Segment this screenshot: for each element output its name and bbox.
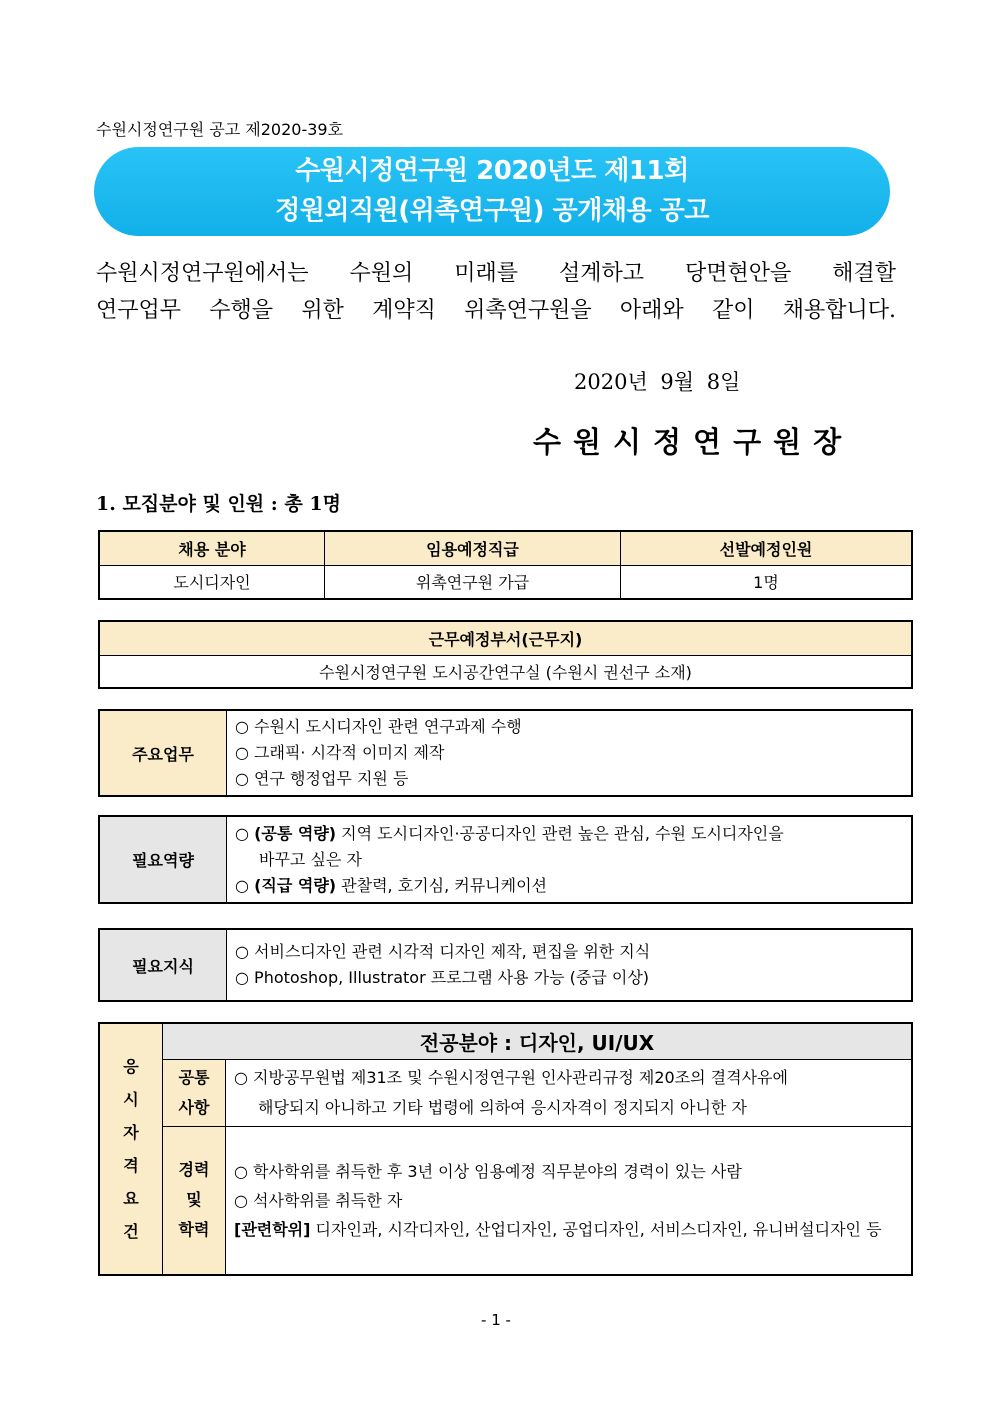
duty-item: ○ 수원시 도시디자인 관련 연구과제 수행 — [235, 717, 522, 736]
bullet: ○ — [235, 875, 249, 895]
common-text — [226, 1059, 913, 1126]
recruit-header-count: 선발예정인원 — [621, 531, 913, 565]
related-degree-text: 디자인과, 시각디자인, 산업디자인, 공업디자인, 서비스디자인, 유니버설디자인 등 — [310, 1219, 882, 1239]
title-line-1: 수원시정연구원 2020년도 제11회 — [295, 156, 689, 186]
common-line-1: ○ 지방공무원법 제31조 및 수원시정연구원 인사관리규정 제20조의 결격사유에 — [234, 1067, 788, 1087]
title-line-2: 정원외직원(위촉연구원) 공개채용 공고 — [275, 196, 709, 226]
career-text — [226, 1126, 913, 1275]
signer: 수원시정연구원장 — [533, 425, 854, 459]
intro-line-1: 수원시정연구원에서는 수원의 미래를 설계하고 당면현안을 해결할 — [96, 261, 896, 286]
requirements-side-label — [99, 1023, 163, 1275]
workplace-header: 근무예정부서(근무지) — [99, 621, 912, 655]
duty-item: ○ 연구 행정업무 지원 등 — [235, 769, 409, 788]
title-banner — [94, 147, 890, 236]
knowledge-table — [98, 928, 913, 1002]
common-label-line: 사항 — [178, 1097, 210, 1117]
side-char: 자 — [123, 1123, 139, 1142]
recruit-cell-grade: 위촉연구원 가급 — [325, 565, 621, 599]
recruit-header-field: 채용 분야 — [99, 531, 325, 565]
knowledge-item: ○ Photoshop, Illustrator 프로그램 사용 가능 (중급 이상) — [235, 968, 650, 987]
notice-number: 수원시정연구원 공고 제2020-39호 — [96, 120, 344, 139]
knowledge-label: 필요지식 — [99, 929, 227, 1001]
common-label-line: 공통 — [178, 1067, 210, 1087]
side-char: 응 — [123, 1057, 139, 1076]
side-char: 요 — [123, 1189, 139, 1208]
major-header: 전공분야 : 디자인, UI/UX — [163, 1023, 913, 1059]
common-line-2: 해당되지 아니하고 기타 법령에 의하여 응시자격이 정지되지 아니한 자 — [258, 1097, 747, 1117]
competency-list — [227, 816, 913, 903]
related-degree — [234, 1215, 903, 1244]
side-char: 시 — [123, 1090, 139, 1109]
side-char: 격 — [123, 1156, 139, 1175]
intro-line-2: 연구업무 수행을 위한 계약직 위촉연구원을 아래와 같이 채용합니다. — [96, 298, 896, 323]
competency-table — [98, 815, 913, 904]
side-char: 건 — [123, 1222, 139, 1241]
duty-item: ○ 그래픽· 시각적 이미지 제작 — [235, 743, 445, 762]
recruit-cell-count: 1명 — [621, 565, 913, 599]
recruit-cell-field: 도시디자인 — [99, 565, 325, 599]
duties-list — [227, 710, 913, 796]
requirements-table — [98, 1022, 913, 1276]
competency-common-text: 지역 도시디자인·공공디자인 관련 높은 관심, 수원 도시디자인을 — [336, 823, 784, 843]
competency-grade-label: (직급 역량) — [254, 875, 337, 895]
recruit-table — [98, 530, 913, 600]
career-label — [163, 1126, 226, 1275]
duties-label: 주요업무 — [99, 710, 227, 796]
page-number: - 1 - — [481, 1311, 511, 1329]
competency-common-label: (공통 역량) — [254, 823, 337, 843]
competency-common-continued: 바꾸고 싶은 자 — [259, 849, 362, 869]
career-label-line: 및 — [186, 1190, 202, 1210]
duties-table — [98, 709, 913, 797]
knowledge-list — [227, 929, 913, 1001]
knowledge-item: ○ 서비스디자인 관련 시각적 디자인 제작, 편집을 위한 지식 — [235, 942, 651, 961]
section-1-title: 1. 모집분야 및 인원 : 총 1명 — [96, 493, 341, 515]
competency-item-grade — [235, 873, 903, 899]
competency-grade-text: 관찰력, 호기심, 커뮤니케이션 — [336, 875, 547, 895]
common-label — [163, 1059, 226, 1126]
notice-date: 2020년 9월 8일 — [574, 370, 741, 394]
career-label-line: 학력 — [178, 1220, 210, 1240]
career-item: ○ 학사학위를 취득한 후 3년 이상 임용예정 직무분야의 경력이 있는 사람 — [234, 1161, 742, 1181]
recruit-header-grade: 임용예정직급 — [325, 531, 621, 565]
competency-item-common — [235, 821, 903, 847]
intro-paragraph — [96, 255, 896, 329]
competency-label: 필요역량 — [99, 816, 227, 903]
career-label-line: 경력 — [178, 1160, 210, 1180]
bullet: ○ — [235, 823, 249, 843]
workplace-table — [98, 620, 913, 689]
career-item: ○ 석사학위를 취득한 자 — [234, 1190, 403, 1210]
workplace-value: 수원시정연구원 도시공간연구실 (수원시 권선구 소재) — [99, 655, 912, 688]
related-degree-label: [관련학위] — [234, 1219, 311, 1239]
